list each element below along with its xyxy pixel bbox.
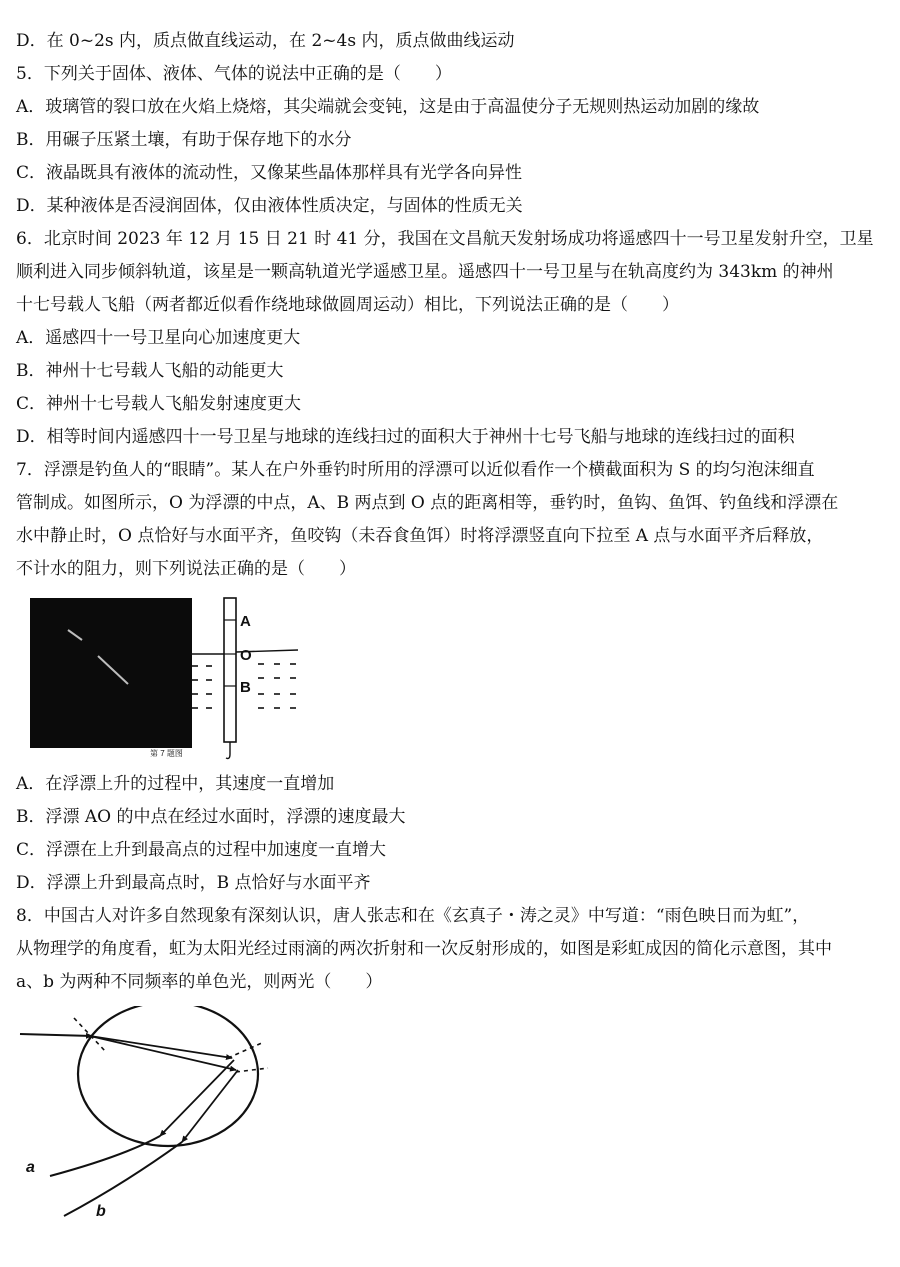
- label-a: A: [240, 613, 251, 630]
- label-o: O: [240, 647, 252, 664]
- q7-stem-line-3: 水中静止时，O 点恰好与水面平齐，鱼咬钩（未吞食鱼饵）时将浮漂竖直向下拉至 A 点与水面平齐后释放，: [16, 526, 824, 546]
- q6-option-c: C．神州十七号载人飞船发射速度更大: [16, 394, 302, 414]
- q8-stem-line-2: 从物理学的角度看，虹为太阳光经过雨滴的两次折射和一次反射形成的，如图是彩虹成因的简化示意图，其中: [16, 939, 832, 959]
- q6-stem-line-2: 顺利进入同步倾斜轨道，该星是一颗高轨道光学遥感卫星。遥感四十一号卫星与在轨高度约为 343km 的神州: [16, 262, 834, 282]
- label-ray-b: b: [96, 1203, 106, 1220]
- q5-option-c: C．液晶既具有液体的流动性，又像某些晶体那样具有光学各向异性: [16, 163, 523, 183]
- hook-icon: [226, 754, 230, 759]
- q6-option-a: A．遥感四十一号卫星向心加速度更大: [16, 328, 301, 348]
- q7-option-c: C．浮漂在上升到最高点的过程中加速度一直增大: [16, 840, 387, 860]
- q7-figure-caption: 第 7 题图: [150, 749, 183, 758]
- water-dashes-left: [192, 666, 212, 708]
- refracted-ray-lower: [90, 1036, 236, 1070]
- q7-figure-svg: [24, 594, 314, 764]
- q7-stem-line-1: 7．浮漂是钓鱼人的“眼睛”。某人在户外垂钓时所用的浮漂可以近似看作一个横截面积为 S 的均匀泡沫细直: [16, 460, 815, 480]
- q6-option-b: B．神州十七号载人飞船的动能更大: [16, 361, 284, 381]
- q6-stem-line-3: 十七号载人飞船（两者都近似看作绕地球做圆周运动）相比，下列说法正确的是（ ）: [16, 295, 679, 315]
- q8-stem-line-3: a、b 为两种不同频率的单色光，则两光（ ）: [16, 972, 383, 992]
- q8-figure-svg: [14, 1006, 284, 1228]
- float-photo: [30, 598, 192, 748]
- reflect-normal-upper: [228, 1042, 264, 1058]
- q7-stem-line-4: 不计水的阻力，则下列说法正确的是（ ）: [16, 559, 356, 579]
- exit-ray-a: [50, 1136, 160, 1176]
- q7-option-a: A．在浮漂上升的过程中，其速度一直增加: [16, 774, 335, 794]
- reflect-normal-lower: [236, 1068, 268, 1072]
- q6-option-d: D．相等时间内遥感四十一号卫星与地球的连线扫过的面积大于神州十七号飞船与地球的连线扫过的面积: [16, 427, 795, 447]
- water-dashes-right: [258, 664, 296, 708]
- refracted-ray-upper: [90, 1036, 232, 1058]
- label-ray-a: a: [26, 1159, 35, 1176]
- q5-option-a: A．玻璃管的裂口放在火焰上烧熔，其尖端就会变钝，这是由于高温使分子无规则热运动加剧的缘故: [16, 97, 760, 117]
- reflected-ray-a: [160, 1060, 234, 1136]
- q7-option-d: D．浮漂上升到最高点时，B 点恰好与水面平齐: [16, 873, 371, 893]
- q7-figure: [24, 594, 314, 764]
- q7-option-b: B．浮漂 AO 的中点在经过水面时，浮漂的速度最大: [16, 807, 406, 827]
- incident-ray: [20, 1034, 92, 1036]
- q5-stem: 5．下列关于固体、液体、气体的说法中正确的是（ ）: [16, 64, 452, 84]
- q8-figure: [14, 1006, 284, 1228]
- raindrop-circle: [78, 1006, 258, 1146]
- q5-option-b: B．用碾子压紧土壤，有助于保存地下的水分: [16, 130, 352, 150]
- q6-stem-line-1: 6．北京时间 2023 年 12 月 15 日 21 时 41 分，我国在文昌航天发射场成功将遥感四十一号卫星发射升空，卫星: [16, 229, 874, 249]
- q7-stem-line-2: 管制成。如图所示，O 为浮漂的中点，A、B 两点到 O 点的距离相等，垂钓时，鱼钩、鱼饵、钓鱼线和浮漂在: [16, 493, 839, 513]
- q5-option-d: D．某种液体是否浸润固体，仅由液体性质决定，与固体的性质无关: [16, 196, 523, 216]
- label-b: B: [240, 679, 251, 696]
- q4-option-d: D．在 0~2s 内，质点做直线运动，在 2~4s 内，质点做曲线运动: [16, 31, 515, 51]
- q8-stem-line-1: 8．中国古人对许多自然现象有深刻认识，唐人张志和在《玄真子・涛之灵》中写道：“雨色映日而为虹”，: [16, 906, 810, 926]
